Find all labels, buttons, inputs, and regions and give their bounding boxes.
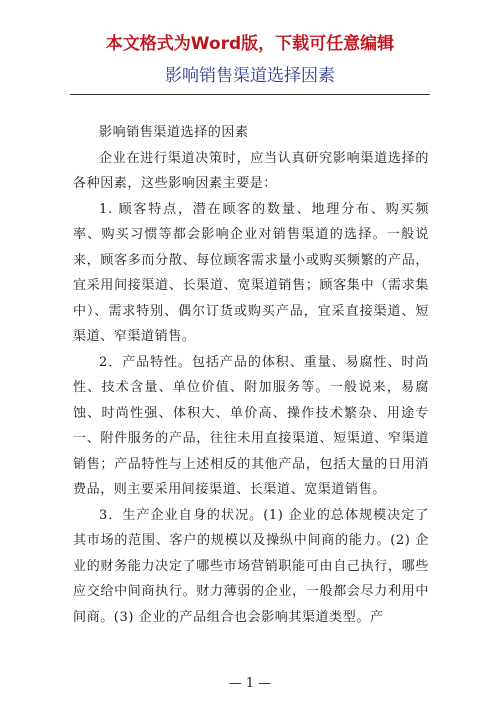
download-banner: 本文格式为Word版，下载可任意编辑 <box>105 34 395 54</box>
paragraph-product: 2．产品特性。包括产品的体积、重量、易腐性、时尚性、技术含量、单位价值、附加服务等。一般说来，易腐蚀、时尚性强、体积大、单价高、操作技术繁杂、用途专一、附件服务的产品，往往未用直接渠道、短渠道、窄渠道销售；产品特性与上述相反的其他产品，包括大量的日用消费品，则主要采用间接渠道、长渠道、宽渠道销售。 <box>73 354 429 497</box>
paragraph-enterprise: 3．生产企业自身的状况。(1) 企业的总体规模决定了其市场的范围、客户的规模以及操纵中间商的能力。(2) 企业的财务能力决定了哪些市场营销职能可由自己执行，哪些应交给中间商执行。财力薄弱的企业，一般都会尽力利用中间商。(3) 企业的产品组合也会影响其渠道类型。产 <box>73 507 429 625</box>
section-heading: 影响销售渠道选择的因素 <box>99 125 249 140</box>
document-body <box>73 120 429 630</box>
document-title: 影响销售渠道选择因素 <box>165 66 335 86</box>
paragraph-intro: 企业在进行渠道决策时，应当认真研究影响渠道选择的各种因素，这些影响因素主要是： <box>73 150 429 191</box>
paragraph-customer: 1. 顾客特点，潜在顾客的数量、地理分布、购买频率、购买习惯等都会影响企业对销售渠道的选择。一般说来，顾客多而分散、每位顾客需求量小或购买频繁的产品，宜采用间接渠道、长渠道、宽渠道销售；顾客集中（需求集中）、需求特别、偶尔订货或购买产品，宜采直接渠道、短渠道、窄渠道销售。 <box>73 201 429 344</box>
page-number: — 1 — <box>228 676 272 691</box>
title-divider <box>70 94 430 95</box>
